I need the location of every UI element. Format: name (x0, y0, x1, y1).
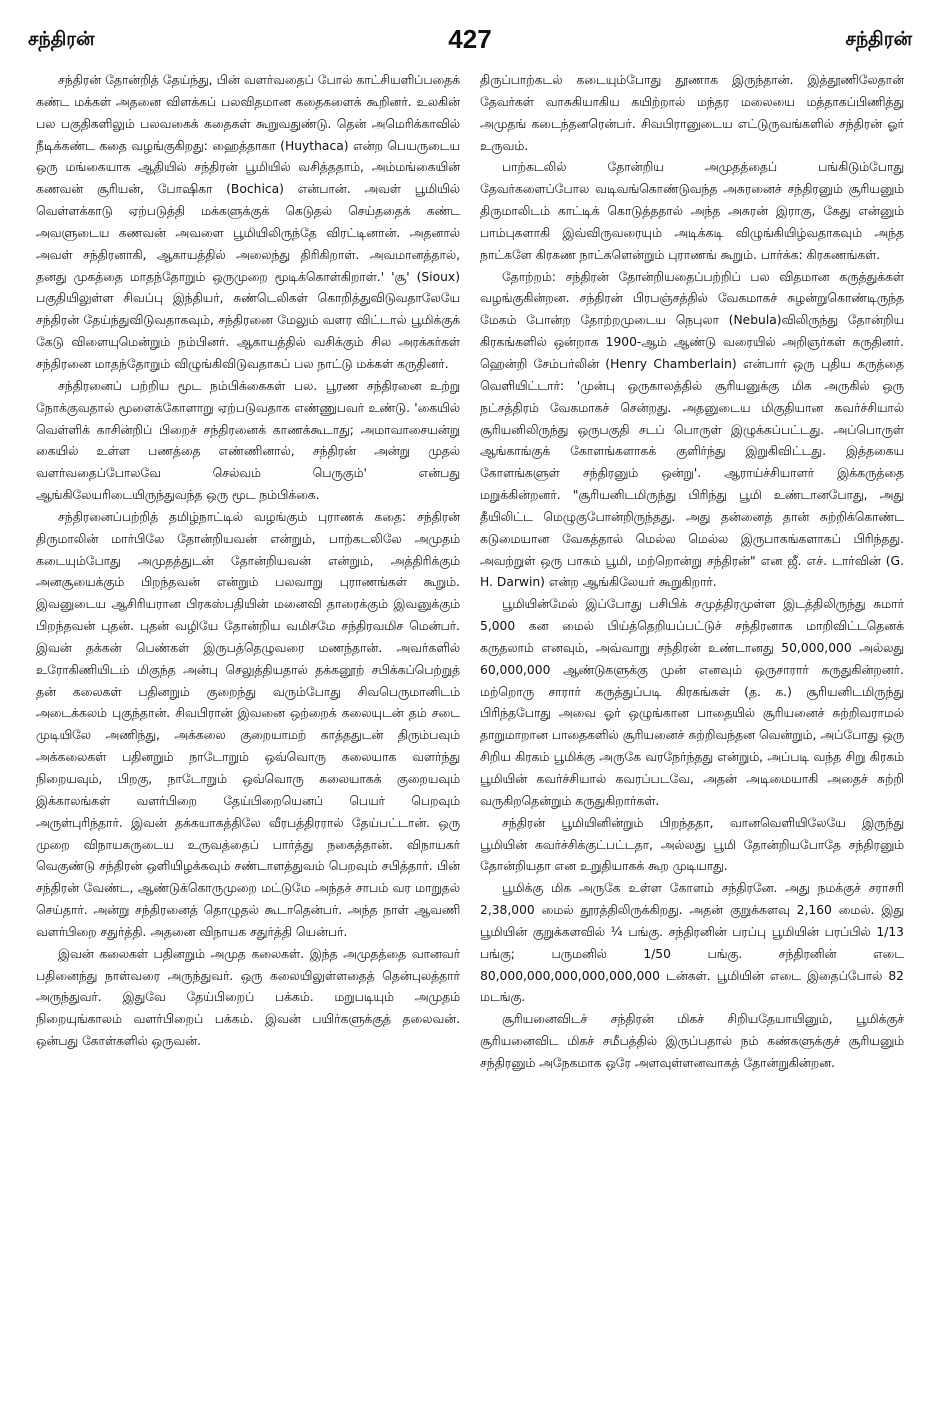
paragraph-eclipse-legend: பாற்கடலில் தோன்றிய அமுதத்தைப் பங்கிடும்போது தேவர்களைப்போல வடிவங்கொண்டுவந்த அசுரனைச் சந்திரனும் சூரியனும் திருமாலிடம் காட்டிக் கொடுத்ததால் அந்த அசுரன் இராகு, கேது என்னும் பாம்புகளாகி இவ்விருவரையும் அடிக்கடி விழுங்கியிழ்வதாகவும் அந்த நாட்களே கிரகண நாட்களென்றும் புராணங் கூறும். பார்க்க: கிரகணங்கள். (480, 160, 904, 262)
paragraph-moon-legends: சந்திரன் தோன்றித் தேய்ந்து, பின் வளர்வதைப் போல் காட்சியளிப்பதைக் கண்ட மக்கள் அதனை விளக்கப் பலவிதமான கதைகளைக் கூறினர். உலகின் பல பகுதிகளிலும் பலவகைக் கதைகள் கூறுவதுண்டு. தென் அமெரிக்காவில் நீடிக்கண்ட கதை வழங்குகிறது: ஹைத்தாகா (Huythaca) என்ற பெயருடைய ஒரு மங்கையாக ஆதியில் சந்திரன் பூமியில் வசித்ததாம், அம்மங்கையின் கணவன் சூரியன், போஷிகா (Bochica) என்பான். அவள் பூமியில் வெள்ளக்காடு ஏற்படுத்தி மக்களுக்குக் கெடுதல் செய்ததைக் கண்ட அவளுடைய கணவன் அவளை பூமியிலிருந்தே விரட்டினான். அதனால் அவள் சந்திரனாகி, ஆகாயத்தில் அலைந்து திரிகிறாள். அவமானத்தால், தனது முகத்தை மாதந்தோறும் ஒருமுறை மூடிக்கொள்கிறாள்.' 'சூ' (Sioux) பகுதியிலுள்ள சிவப்பு இந்தியர், சுண்டெலிகள் கொறித்துவிடுவதாலேயே சந்திரன் தேய்ந்துவிடுவதாகவும், சந்திரனை மேலும் வளர விட்டால் பூமிக்குக் கேடு விளையுமென்றும் நம்பினர். ஆகாயத்தில் வசிக்கும் சில அரக்கர்கள் சந்திரனை மாதந்தோறும் விழுங்கிவிடுவதாகப் பல நாட்டு மக்கள் கருதினர். (36, 73, 460, 371)
running-head-right: சந்திரன் (845, 28, 912, 50)
right-column (480, 70, 904, 1410)
paragraph-origin-theories: தோற்றம்: சந்திரன் தோன்றியதைப்பற்றிப் பல விதமான கருத்துக்கள் வழங்குகின்றன. சந்திரன் பிரபஞ்சத்தில் வேகமாகச் சுழன்றுகொண்டிருந்த மேகம் போன்ற தோற்றமுடைய நெபுலா (Nebula)விலிருந்து தோன்றிய கிரகங்களில் ஒன்றாக 1900-ஆம் ஆண்டு வரையில் அறிஞர்கள் கருதினர். ஹென்றி சேம்பர்லின் (Henry Chamberlain) என்பார் ஒரு புதிய கருத்தை வெளியிட்டார்: 'முன்பு ஒருகாலத்தில் சூரியனுக்கு மிக அருகில் ஒரு நட்சத்திரம் வேகமாகச் சென்றது. அதனுடைய மிகுதியான கவர்ச்சியால் சூரியனிலிருந்து ஒருபகுதி சடப் பொருள் இழுக்கப்பட்டது. அப்பொருள் ஆங்காங்குக் கோளங்களாகக் குளிர்ந்து இறுகிவிட்டது. இத்தகைய கோளங்களுள் சந்திரனும் ஒன்று'. ஆராய்ச்சியாளர் இக்கருத்தை மறுக்கின்றனர். "சூரியனிடமிருந்து பிரிந்து பூமி உண்டானபோது, அது தீயிலிட்ட மெழுகுபோன்றிருந்தது. அது தன்னைத் தான் சுற்றிக்கொண்ட கடுமையான வேகத்தால் மெல்ல மெல்ல இருபாகங்களாகப் பிரிந்தது. அவற்றுள் ஒரு பாகம் பூமி, மற்றொன்று சந்திரன்" என ஜீ. எச். டார்வின் (G. H. Darwin) என்ற ஆங்கிலேயர் கூறுகிறார். (480, 269, 904, 590)
paragraph-pacific-theory: பூமியின்மேல் இப்போது பசிபிக் சமுத்திரமுள்ள இடத்திலிருந்து சுமார் 5,000 கன மைல் பிய்த்தெறியப்பட்டுச் சந்திரனாக மாறிவிட்டதெனக் கருதலாம் எனவும், அவ்வாறு சந்திரன் உண்டானது 50,000,000 அல்லது 60,000,000 ஆண்டுகளுக்கு முன் எனவும் ஒருசாரார் கருதுகின்றனர். மற்றொரு சாரார் கருத்துப்படி கிரகங்கள் (த. க.) சூரியனிடமிருந்து பிரிந்தபோது அவை ஓர் ஒழுங்கான பாதையில் சூரியனைச் சுற்றிவராமல் தாறுமாறான பாதைகளில் சூரியனைச் சுற்றிவந்தன வென்றும், அப்போது ஒரு சிறிய கிரகம் பூமிக்கு அருகே வரநேர்ந்தது என்றும், அப்படி வந்த சிறு கிரகம் பூமியின் கவர்ச்சியால் கவரப்படவே, அதன் அடிமையாகி அதைச் சுற்றி வருகிறதென்றும் கருதுகிறார்கள். (480, 597, 904, 808)
paragraph-uncertainty: சந்திரன் பூமியினின்றும் பிறந்ததா, வானவெளியிலேயே இருந்து பூமியின் கவர்ச்சிக்குட்பட்டதா, அல்லது பூமி தோன்றியபோதே சந்திரனும் தோன்றியதா என உறுதியாகக் கூற முடியாது. (480, 815, 904, 874)
page-header (28, 24, 912, 62)
running-head-left: சந்திரன் (28, 28, 95, 50)
left-column (36, 70, 460, 1410)
paragraph-tamil-purana: சந்திரனைப்பற்றித் தமிழ்நாட்டில் வழங்கும் புராணக் கதை: சந்திரன் திருமாலின் மார்பிலே தோன்றியவன் என்றும், பாற்கடலிலே அமுதம் கடையும்போது அமுதத்துடன் தோன்றியவன் என்றும், அத்திரிக்கும் அனசூயைக்கும் பிறந்தவன் என்றும் பலவாறு புராணங்கள் கூறும். இவனுடைய ஆசிரியரான பிரகஸ்பதியின் மனைவி தாரைக்கும் இவனுக்கும் பிறந்தவன் புதன். புதன் வழியே தோன்றிய வமிசமே சந்திரவமிச மென்பர். இவன் தக்கன் பெண்கள் இருபத்தெழுவரை மணந்தான். அவர்களில் உரோகிணியிடம் மிகுந்த அன்பு செலுத்தியதால் தக்கனூற் சபிக்கப்பெற்றுத் தன் கலைகள் பதினறும் குறைந்து வரும்போது சிவபெருமானிடம் அடைக்கலம் புகுந்தான். சிவபிரான் இவனை ஒற்றைக் கலையுடன் தம் சடை முடியிலே அணிந்து, அக்கலை குறையாமற் காத்ததுடன் திரும்பவும் அக்கலைகள் பதினறும் நாடோறும் ஒவ்வொரு கலையாக வளர்ந்து நிறையவும், பிறகு, நாடோறும் ஒவ்வொரு கலையாகக் குறையவும் இக்காலங்கள் வளர்பிறை தேய்பிறையெனப் பெயர் பெறவும் அருள்புரிந்தார். இவன் தக்கயாகத்திலே வீரபத்திரரால் தேய்பட்டான். ஒரு முறை விநாயகருடைய உருவத்தைப் பார்த்து நகைத்தான். விநாயகர் வெகுண்டு சந்திரன் ஒளியிழக்கவும் சண்டாளத்துவம் பெறவும் சபித்தார். பின் சந்திரன் வேண்ட, ஆண்டுக்கொருமுறை மட்டுமே அந்தச் சாபம் வர மாறுதல் செய்தார். அன்று சந்திரனைத் தொழுதல் கூடாதென்பர். அந்த நாள் ஆவணி வளர்பிறை சதுர்த்தி. அதனை விநாயக சதுர்த்தி யென்பர். (36, 509, 460, 939)
paragraph-apparent-size: சூரியனைவிடச் சந்திரன் மிகச் சிறியதேயாயினும், பூமிக்குச் சூரியனைவிட மிகச் சமீபத்தில் இருப்பதால் நம் கண்களுக்குச் சூரியனும் சந்திரனும் அநேகமாக ஒரே அளவுள்ளனவாகத் தோன்றுகின்றன. (480, 1012, 904, 1070)
paragraph-superstitions: சந்திரனைப் பற்றிய மூட நம்பிக்கைகள் பல. பூரண சந்திரனை உற்று நோக்குவதால் மூளைக்கோளாறு ஏற்படுவதாக எண்ணுபவர் உண்டு. 'கையில் வெள்ளிக் காசின்றிப் பிறைச் சந்திரனைக் காணக்கூடாது; அமாவாசையன்று கையில் உள்ள பணத்தை எண்ணினால், சந்திரன் அன்று முதல் வளர்வதைப்போலவே செல்வம் பெருகும்' என்பது ஆங்கிலேயரிடையிருந்துவந்த ஒரு மூட நம்பிக்கை. (36, 378, 460, 503)
paragraph-amrita-kalas: இவன் கலைகள் பதினறும் அமுத கலைகள். இந்த அமுதத்தை வானவர் பதினைந்து நாள்வரை அருந்துவர். ஒரு கலையிலுள்ளதைத் தென்புலத்தார் அருந்துவர். இதுவே தேய்பிறைப் பக்கம். மறுபடியும் அமுதம் நிறையுங்காலம் வளர்பிறைப் பக்கம். இவன் பயிர்களுக்குத் தலைவன். ஒன்பது கோள்களில் ஒருவன். (36, 946, 460, 1049)
paragraph-continuation: திருப்பாற்கடல் கடையும்போது தூணாக இருந்தான். இத்தூணிலேதான் தேவர்கள் வாசுகியாகிய கயிற்றால் மந்தர மலையை மத்தாகப்பிணித்து அமுதங் கடைந்தனரென்பர். சிவபிரானுடைய எட்டுருவங்களில் சந்திரன் ஓர் உருவம். (480, 73, 904, 153)
paragraph-moon-dimensions: பூமிக்கு மிக அருகே உள்ள கோளம் சந்திரனே. அது நமக்குச் சராசரி 2,38,000 மைல் தூரத்திலிருக்கிறது. அதன் குறுக்களவு 2,160 மைல். இது பூமியின் குறுக்களவில் ¼ பங்கு. சந்திரனின் பரப்பு பூமியின் பரப்பில் 1/13 பங்கு; பருமனில் 1/50 பங்கு. சந்திரனின் எடை 80,000,000,000,000,000,000 டன்கள். பூமியின் எடை இதைப்போல் 82 மடங்கு. (480, 881, 904, 1005)
page-number: 427 (448, 24, 492, 54)
